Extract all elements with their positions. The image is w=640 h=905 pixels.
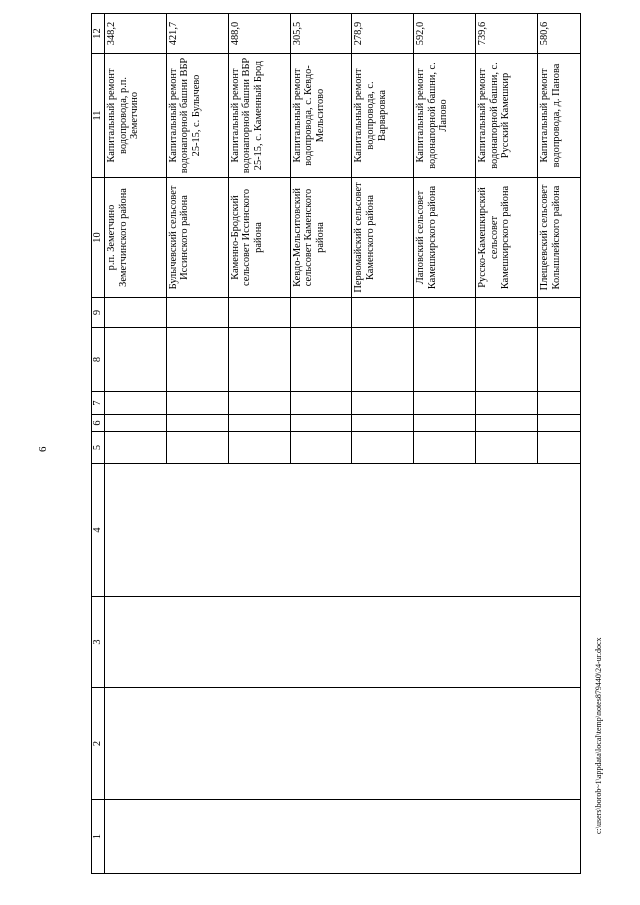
cell-col-8	[414, 328, 476, 392]
cell-object: Капитальный ремонт водопровода, д. Панова	[538, 54, 581, 178]
cell-col-8	[476, 328, 538, 392]
header-col-6: 6	[92, 415, 105, 432]
cell-municipality: Русско-Камешкирский сельсовет Камешкирского района	[476, 178, 538, 298]
cell-col-9	[228, 298, 290, 328]
cell-municipality: Булычевский сельсовет Иссинского района	[166, 178, 228, 298]
header-col-7: 7	[92, 392, 105, 415]
cell-col-6	[290, 415, 352, 432]
cell-col-8	[105, 328, 167, 392]
cell-col-8	[290, 328, 352, 392]
cell-municipality: Лаповский сельсовет Камешкирского района	[414, 178, 476, 298]
page-number: 6	[37, 446, 49, 452]
cell-col-7	[166, 392, 228, 415]
cell-col-5	[538, 432, 581, 464]
cell-col-5	[105, 432, 167, 464]
cell-amount: 421,7	[166, 14, 228, 54]
cell-col-9	[352, 298, 414, 328]
cell-municipality: Кевдо-Мельситовский сельсовет Каменского района	[290, 178, 352, 298]
merged-cell-col-2	[105, 688, 581, 800]
cell-object: Капитальный ремонт водопровода, р.п. Земетчино	[105, 54, 167, 178]
cell-amount: 580,6	[538, 14, 581, 54]
cell-col-5	[290, 432, 352, 464]
cell-col-6	[166, 415, 228, 432]
cell-amount: 592,0	[414, 14, 476, 54]
cell-object: Капитальный ремонт водонапорной башни, с. Русский Камешкир	[476, 54, 538, 178]
cell-col-9	[166, 298, 228, 328]
cell-object: Капитальный ремонт водопровода, с. Варваровка	[352, 54, 414, 178]
table-header-row	[92, 14, 105, 874]
cell-col-7	[538, 392, 581, 415]
cell-municipality: Плещеевский сельсовет Колышлейского района	[538, 178, 581, 298]
cell-col-9	[414, 298, 476, 328]
table-row	[105, 14, 167, 874]
cell-amount: 739,6	[476, 14, 538, 54]
cell-col-9	[290, 298, 352, 328]
cell-col-9	[538, 298, 581, 328]
cell-object: Капитальный ремонт водонапорной башни, с. Лапово	[414, 54, 476, 178]
cell-col-7	[228, 392, 290, 415]
cell-col-5	[228, 432, 290, 464]
cell-col-7	[414, 392, 476, 415]
cell-col-8	[166, 328, 228, 392]
header-col-9: 9	[92, 298, 105, 328]
cell-col-8	[352, 328, 414, 392]
cell-col-5	[476, 432, 538, 464]
cell-amount: 278,9	[352, 14, 414, 54]
cell-col-6	[538, 415, 581, 432]
merged-cell-col-1	[105, 800, 581, 874]
cell-col-6	[476, 415, 538, 432]
header-col-1: 1	[92, 800, 105, 874]
header-col-11: 11	[92, 54, 105, 178]
cell-col-7	[105, 392, 167, 415]
cell-amount: 305,5	[290, 14, 352, 54]
cell-col-8	[538, 328, 581, 392]
cell-municipality: Первомайский сельсовет Каменского района	[352, 178, 414, 298]
header-col-8: 8	[92, 328, 105, 392]
header-col-2: 2	[92, 688, 105, 800]
cell-municipality: Каменно-Бродский сельсовет Иссинского района	[228, 178, 290, 298]
cell-col-9	[476, 298, 538, 328]
header-col-4: 4	[92, 464, 105, 597]
cell-municipality: р.п. Земетчино Земетчинского района	[105, 178, 167, 298]
cell-col-7	[352, 392, 414, 415]
cell-col-7	[476, 392, 538, 415]
header-col-5: 5	[92, 432, 105, 464]
cell-col-9	[105, 298, 167, 328]
cell-col-5	[166, 432, 228, 464]
cell-col-6	[414, 415, 476, 432]
cell-object: Капитальный ремонт водонапорной башни ВБР 25-15, с. Булычево	[166, 54, 228, 178]
table-wrapper	[91, 14, 581, 874]
data-table	[91, 13, 581, 874]
cell-object: Капитальный ремонт водонапорной башни ВБР 25-15, с. Каменный Брод	[228, 54, 290, 178]
header-col-10: 10	[92, 178, 105, 298]
cell-amount: 348,2	[105, 14, 167, 54]
cell-amount: 488,0	[228, 14, 290, 54]
header-col-3: 3	[92, 597, 105, 688]
footer-file-path: c:\users\borob~1\appdata\local\temp\notes879440\24-ur.docx	[594, 637, 603, 834]
merged-cell-col-3	[105, 597, 581, 688]
cell-col-5	[352, 432, 414, 464]
cell-col-5	[414, 432, 476, 464]
cell-col-7	[290, 392, 352, 415]
merged-cell-col-4	[105, 464, 581, 597]
cell-col-6	[228, 415, 290, 432]
cell-object: Капитальный ремонт водопровода, с. Кевдо-Мельситово	[290, 54, 352, 178]
header-col-12: 12	[92, 14, 105, 54]
cell-col-8	[228, 328, 290, 392]
cell-col-6	[105, 415, 167, 432]
cell-col-6	[352, 415, 414, 432]
